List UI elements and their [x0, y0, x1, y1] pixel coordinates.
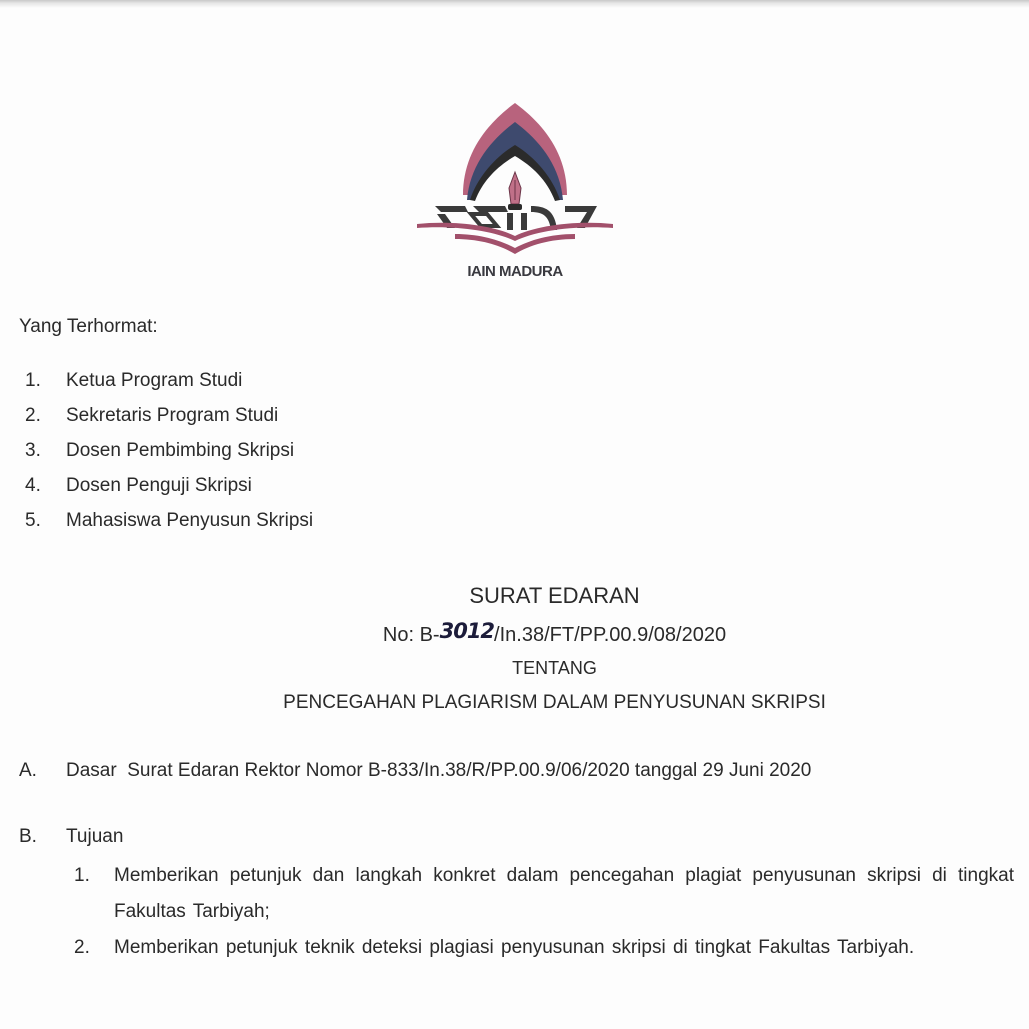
salutation: Yang Terhormat: — [19, 316, 158, 337]
list-item — [25, 370, 313, 405]
goal-text: Memberikan petunjuk dan langkah konkret dalam pencegahan plagiat penyusunan skripsi di tingkat Fakultas Tarbiyah; — [114, 865, 1014, 922]
logo-emblem-icon — [415, 100, 615, 260]
document-number-prefix: No: B- — [382, 624, 440, 646]
section-a — [19, 760, 811, 782]
list-number: 2. — [25, 405, 41, 426]
about-label: TENTANG — [512, 658, 597, 678]
document-number-suffix: /In.38/FT/PP.00.9/08/2020 — [494, 624, 727, 646]
recipient-label: Dosen Penguji Skripsi — [66, 475, 252, 496]
goals-list — [74, 858, 1014, 966]
list-item — [74, 930, 1014, 966]
list-item — [25, 440, 313, 475]
logo-text: IAIN MADURA — [467, 263, 563, 280]
section-b — [19, 826, 123, 848]
document-subject: PENCEGAHAN PLAGIARISM DALAM PENYUSUNAN SKRIPSI — [283, 692, 826, 713]
handwritten-number: 3012 — [439, 619, 495, 643]
list-number: 1. — [25, 370, 41, 391]
list-number: 5. — [25, 510, 41, 531]
list-number: 3. — [25, 440, 41, 461]
document-title: SURAT EDARAN — [469, 583, 640, 608]
list-item — [25, 475, 313, 510]
recipient-label: Sekretaris Program Studi — [66, 405, 279, 426]
document-number — [40, 619, 1029, 647]
section-text: Dasar Surat Edaran Rektor Nomor B-833/In.38/R/PP.00.9/06/2020 tanggal 29 Juni 2020 — [66, 760, 812, 781]
list-item — [74, 858, 1014, 930]
goal-text: Memberikan petunjuk teknik deteksi plagiasi penyusunan skripsi di tingkat Fakultas Tarbiyah. — [114, 937, 915, 958]
section-letter: A. — [19, 760, 37, 781]
recipient-label: Mahasiswa Penyusun Skripsi — [66, 510, 314, 531]
recipient-label: Dosen Pembimbing Skripsi — [66, 440, 295, 461]
list-number: 2. — [74, 937, 90, 958]
section-text: Tujuan — [66, 826, 124, 847]
list-item — [25, 510, 313, 545]
list-item — [25, 405, 313, 440]
section-letter: B. — [19, 826, 37, 847]
recipient-label: Ketua Program Studi — [66, 370, 243, 391]
iain-madura-logo — [415, 100, 615, 285]
page-top-edge — [0, 0, 1029, 8]
list-number: 4. — [25, 475, 41, 496]
list-number: 1. — [74, 865, 90, 886]
recipient-list — [25, 370, 313, 545]
